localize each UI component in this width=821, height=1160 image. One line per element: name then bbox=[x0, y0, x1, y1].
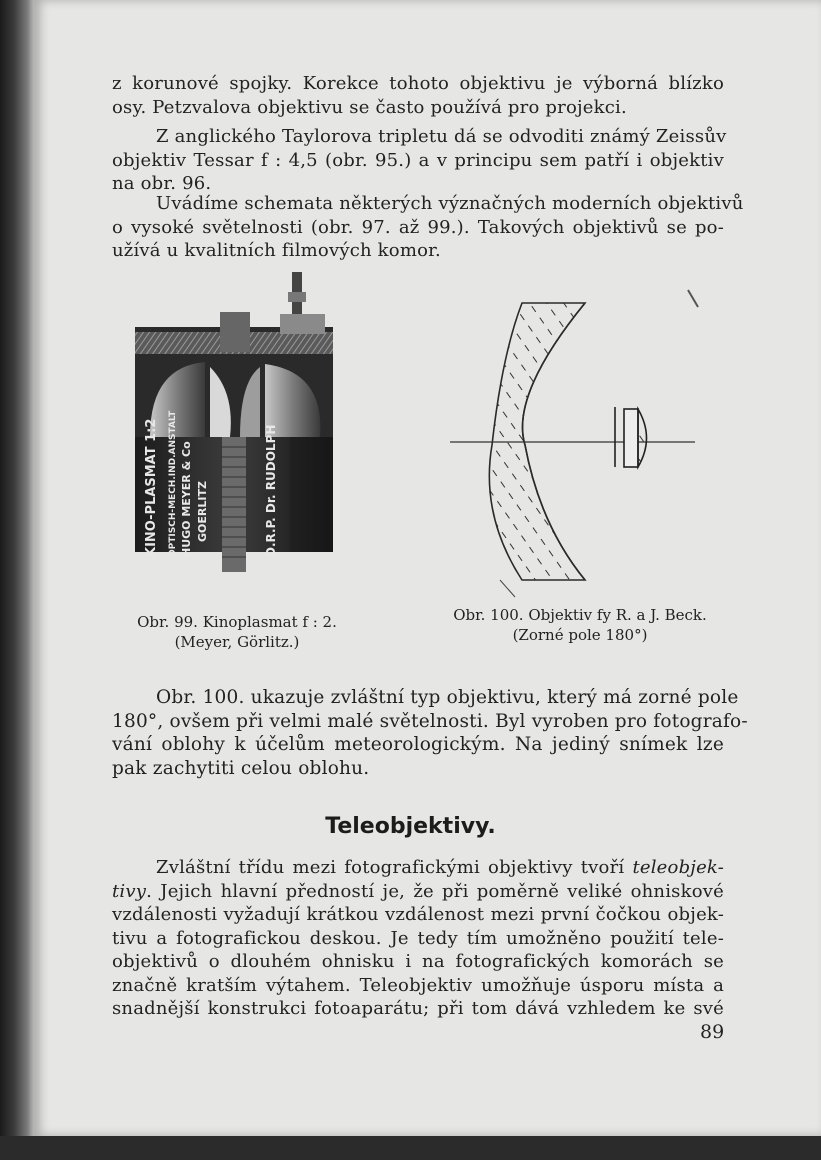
text-line bbox=[112, 880, 724, 904]
text-line bbox=[112, 856, 724, 880]
tessar-paragraph bbox=[112, 125, 727, 196]
figure-99-caption bbox=[112, 612, 362, 652]
engraving-text: OPTISCH-MECH.IND.ANSTALT bbox=[168, 410, 178, 557]
intro-paragraph bbox=[112, 72, 724, 119]
text-line: vání oblohy k účelům meteorologickým. Na jediný snímek lze bbox=[112, 734, 724, 755]
text-fragment: Zvláštní třídu mezi fotografickými objektivy tvoří bbox=[156, 857, 633, 878]
book-spine-shadow bbox=[0, 0, 34, 1160]
text-line: osy. Petzvalova objektivu se často používá pro projekci. bbox=[112, 96, 627, 118]
emphasis-text: teleobjek- bbox=[632, 857, 724, 878]
engraving-text: KINO-PLASMAT 1:2 bbox=[144, 418, 159, 557]
figure-100-beck-lens-diagram bbox=[440, 285, 710, 605]
text-line: tivu a fotografickou deskou. Je tedy tím umožněno použití tele- bbox=[112, 927, 724, 949]
fig100-description-paragraph bbox=[112, 686, 748, 780]
engraving-text: GOERLITZ bbox=[196, 481, 209, 542]
text-line: z korunové spojky. Korekce tohoto objektivu je výborná blízko bbox=[112, 73, 724, 94]
caption-line: Obr. 99. Kinoplasmat f : 2. bbox=[137, 613, 337, 631]
text-line: užívá u kvalitních filmových komor. bbox=[112, 240, 441, 261]
text-line: na obr. 96. bbox=[112, 173, 212, 194]
figure-100-caption bbox=[430, 605, 730, 645]
teleobjektivy-paragraph bbox=[112, 856, 724, 1021]
section-heading: Teleobjektivy. bbox=[325, 814, 496, 839]
text-line: objektiv Tessar f : 4,5 (obr. 95.) a v principu sem patří i objektiv bbox=[112, 149, 724, 171]
text-fragment: . Jejich hlavní předností je, že při poměrně veliké ohniskové bbox=[146, 880, 724, 902]
text-line: pak zachytiti celou oblohu. bbox=[112, 757, 370, 779]
emphasis-text: tivy bbox=[112, 880, 147, 902]
figure-99-kinoplasmat-image bbox=[130, 272, 340, 607]
caption-line: (Meyer, Görlitz.) bbox=[174, 633, 300, 651]
text-line: vzdálenosti vyžadují krátkou vzdálenost mezi první čočkou objek- bbox=[112, 904, 724, 925]
text-line: o vysoké světelnosti (obr. 97. až 99.). Takových objektivů se po- bbox=[112, 216, 724, 238]
page-bottom-edge bbox=[0, 1136, 821, 1160]
text-line: objektivů o dlouhém ohnisku i na fotografických komorách se bbox=[112, 951, 724, 972]
text-line: 180°, ovšem při velmi malé světelnosti. Byl vyroben pro fotografo- bbox=[112, 710, 748, 732]
text-line: Z anglického Taylorova tripletu dá se odvoditi známý Zeissův bbox=[156, 126, 727, 147]
text-line: Uvádíme schemata některých význačných moderních objektivů bbox=[156, 193, 744, 214]
text-line: Obr. 100. ukazuje zvláštní typ objektivu, který má zorné pole bbox=[156, 687, 739, 708]
text-line: značně kratším výtahem. Teleobjektiv umožňuje úsporu místa a bbox=[112, 974, 724, 996]
text-line: snadnější konstrukci fotoaparátu; při tom dává vzhledem ke své bbox=[112, 998, 724, 1019]
caption-line: (Zorné pole 180°) bbox=[512, 626, 648, 644]
page-number: 89 bbox=[700, 1021, 725, 1043]
engraving-text: HUGO MEYER & Co bbox=[180, 441, 193, 557]
schemata-paragraph bbox=[112, 192, 744, 263]
engraving-text: D.R.P. Dr. RUDOLPH bbox=[264, 424, 278, 557]
caption-line: Obr. 100. Objektiv fy R. a J. Beck. bbox=[453, 606, 707, 624]
